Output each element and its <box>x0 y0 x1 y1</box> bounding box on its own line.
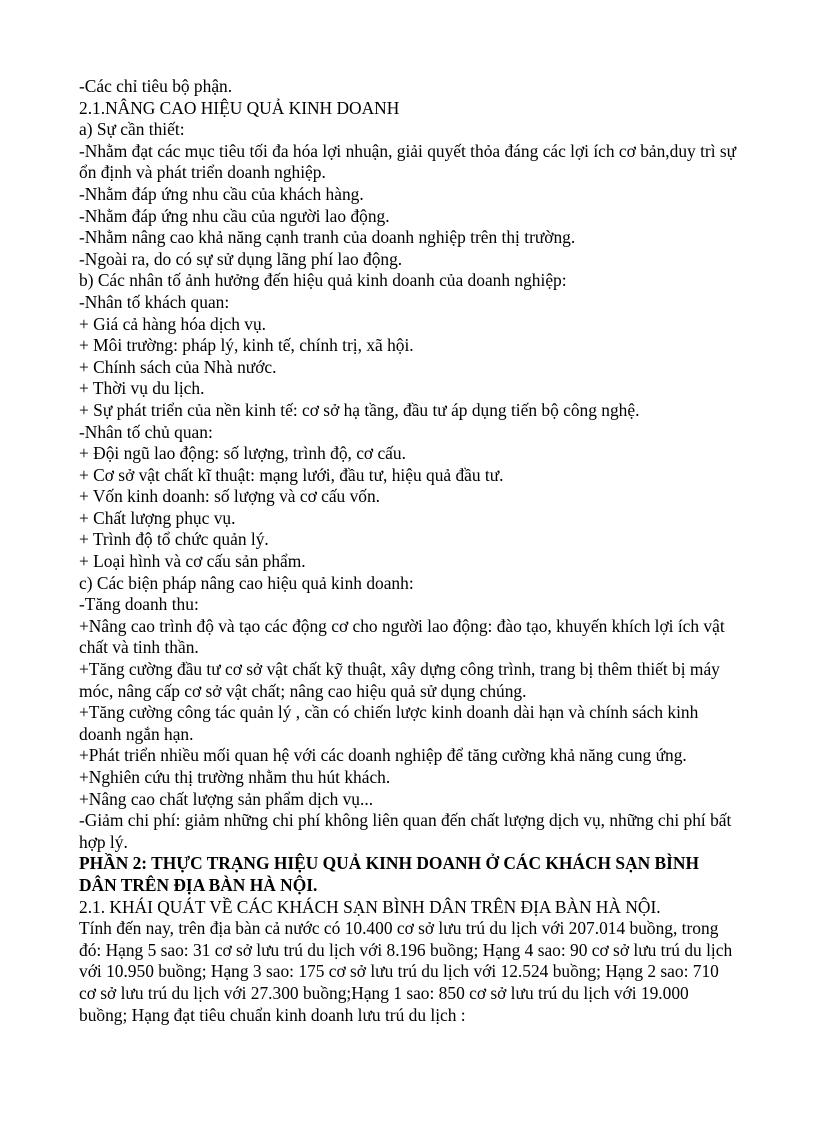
section-heading: 2.1.NÂNG CAO HIỆU QUẢ KINH DOANH <box>79 97 400 118</box>
list-item: + Trình độ tổ chức quản lý. <box>79 529 269 550</box>
list-item: +Phát triển nhiều mối quan hệ với các doanh nghiệp để tăng cường khả năng cung ứng. <box>79 745 687 766</box>
text-line: -Nhằm đáp ứng nhu cầu của khách hàng. <box>79 183 364 204</box>
list-item: + Cơ sở vật chất kĩ thuật: mạng lưới, đầu tư, hiệu quả đầu tư. <box>79 464 504 485</box>
list-item: +Nâng cao chất lượng sản phẩm dịch vụ... <box>79 788 374 809</box>
document-page <box>79 76 739 1026</box>
text-line: -Nhân tố khách quan: <box>79 291 230 312</box>
list-item: + Chính sách của Nhà nước. <box>79 356 277 377</box>
body-paragraph: Tính đến nay, trên địa bàn cả nước có 10.400 cơ sở lưu trú du lịch với 207.014 buồng, trong đó: Hạng 5 sao: 31 cơ sở lưu trú du lịch với 8.196 buồng; Hạng 4 sao: 90 cơ sở lưu trú du lịch với 10.950 buồng; Hạng 3 sao: 175 cơ sở lưu trú du lịch với 12.524 buồng; Hạng 2 sao: 710 cơ sở lưu trú du lịch với 27.300 buồng;Hạng 1 sao: 850 cơ sở lưu trú du lịch với 19.000 buồng; Hạng đạt tiêu chuẩn kinh doanh lưu trú du lịch : <box>79 918 733 1025</box>
list-item: + Giá cả hàng hóa dịch vụ. <box>79 313 267 334</box>
list-item: +Nghiên cứu thị trường nhằm thu hút khách. <box>79 767 391 787</box>
text-paragraph: -Nhằm đạt các mục tiêu tối đa hóa lợi nhuận, giải quyết thỏa đáng các lợi ích cơ bản,duy trì sự ổn định và phát triển doanh nghiệp. <box>79 140 737 183</box>
text-line: -Nhằm đáp ứng nhu cầu của người lao động. <box>79 205 390 226</box>
list-item: + Môi trường: pháp lý, kinh tế, chính trị, xã hội. <box>79 335 414 356</box>
text-line: -Tăng doanh thu: <box>79 594 199 615</box>
list-item: +Tăng cường đầu tư cơ sở vật chất kỹ thuật, xây dựng công trình, trang bị thêm thiết bị máy móc, nâng cấp cơ sở vật chất; nâng cao hiệu quả sử dụng chúng. <box>79 659 720 701</box>
list-item: +Tăng cường công tác quản lý , cần có chiến lược kinh doanh dài hạn và chính sách kinh doanh ngắn hạn. <box>79 702 699 744</box>
subsection-heading: a) Sự cần thiết: <box>79 119 185 140</box>
text-line: -Nhằm nâng cao khả năng cạnh tranh của doanh nghiệp trên thị trường. <box>79 227 576 248</box>
text-line: -Các chỉ tiêu bộ phận. <box>79 76 233 96</box>
list-item: + Thời vụ du lịch. <box>79 378 205 399</box>
subsection-heading: c) Các biện pháp nâng cao hiệu quả kinh doanh: <box>79 572 414 593</box>
list-item: + Loại hình và cơ cấu sản phẩm. <box>79 551 306 572</box>
list-item: + Chất lượng phục vụ. <box>79 507 236 528</box>
list-item: +Nâng cao trình độ và tạo các động cơ cho người lao động: đào tạo, khuyến khích lợi ích vật chất và tinh thần. <box>79 615 725 658</box>
part-heading: PHẦN 2: THỰC TRẠNG HIỆU QUẢ KINH DOANH Ở CÁC KHÁCH SẠN BÌNH DÂN TRÊN ĐỊA BÀN HÀ NỘI. <box>79 853 699 895</box>
subsection-heading: b) Các nhân tố ảnh hưởng đến hiệu quả kinh doanh của doanh nghiệp: <box>79 270 567 291</box>
text-paragraph: -Giảm chi phí: giảm những chi phí không liên quan đến chất lượng dịch vụ, những chi phí bất hợp lý. <box>79 810 732 852</box>
text-line: -Nhân tố chủ quan: <box>79 421 213 442</box>
text-line: -Ngoài ra, do có sự sử dụng lãng phí lao động. <box>79 248 403 269</box>
section-heading: 2.1. KHÁI QUÁT VỀ CÁC KHÁCH SẠN BÌNH DÂN TRÊN ĐỊA BÀN HÀ NỘI. <box>79 896 661 917</box>
list-item: + Vốn kinh doanh: số lượng và cơ cấu vốn. <box>79 486 381 507</box>
list-item: + Sự phát triển của nền kinh tế: cơ sở hạ tầng, đầu tư áp dụng tiến bộ công nghệ. <box>79 399 640 420</box>
list-item: + Đội ngũ lao động: số lượng, trình độ, cơ cấu. <box>79 443 406 464</box>
